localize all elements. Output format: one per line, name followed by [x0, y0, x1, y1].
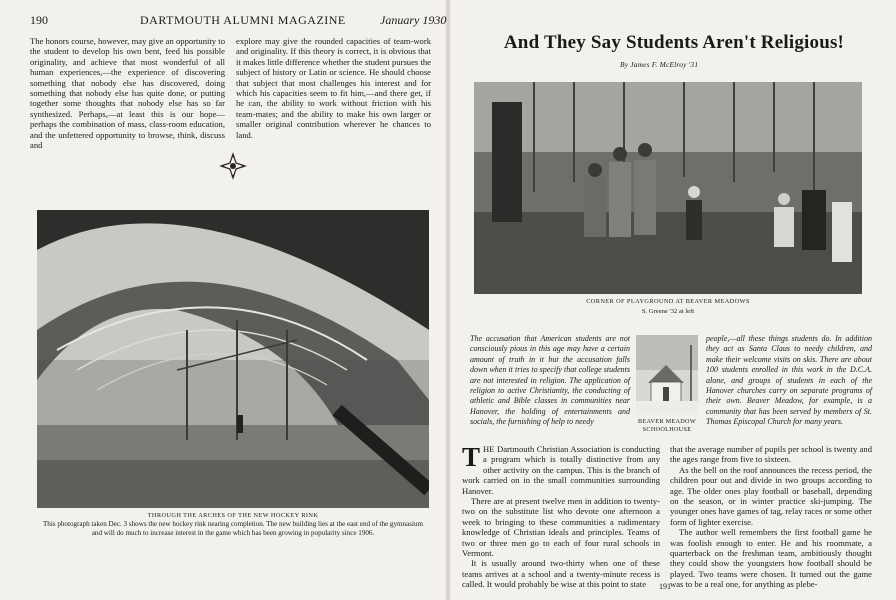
paragraph-3: It is usually around two-thirty when one of these teams arrives at a school and a twenty-minute recess is called. It would probably be wise at this point to state: [462, 558, 660, 590]
right-page-number: 191: [659, 582, 671, 591]
drop-cap: T: [462, 442, 481, 472]
fleuron-ornament-icon: [219, 152, 247, 180]
schoolhouse-photo: [636, 335, 698, 415]
paragraph-4: that the average number of pupils per school is twenty and the ages range from five to sixteen.: [670, 444, 872, 465]
paragraph-6: The author well remembers the first football game he was foolish enough to enter. He and his roommate, a quarterback on the freshman team, ambitiously thought they could show the youngsters how football should be played. Two teams were chosen. It turned out the game was to be a real one, for anything as plebe-: [670, 527, 872, 590]
honors-column-1: The honors course, however, may give an opportunity to the student to develop his own bent, feed his possible originality, and achieve that most wonderful of all human experiences,—the experience of discovering something that nobody else has discovered, doing something that nobody else has quite done, or putting together some thoughts that nobody else has so far synthesized. Perhaps,—at least this is our hope—perhaps the combination of mass, class-room education, and the unfettered opportunity to browse, think, discuss and: [30, 36, 225, 151]
left-page-number: 190: [30, 13, 48, 27]
paragraph-2: There are at present twelve men in addition to twenty-two on the substitute list who devote one afternoon a week to bringing to these communities a rudimentary knowledge of Christian ideals and principles. Teams of two or three men go to each of four rural schools in Vermont.: [462, 496, 660, 559]
paragraph-1: [462, 444, 660, 496]
magazine-title: DARTMOUTH ALUMNI MAGAZINE: [140, 13, 346, 27]
article-column-2: [670, 444, 872, 590]
hockey-rink-photo: [37, 210, 429, 508]
schoolhouse-caption: BEAVER MEADOW SCHOOLHOUSE: [638, 418, 696, 433]
article-byline: By James F. McElroy '31: [620, 60, 699, 69]
playground-photo: [474, 82, 862, 294]
rink-photo-caption: This photograph taken Dec. 3 shows the new hockey rink nearing completion. The new building lies at the east end of the gymnasium and will do much to increase interest in the game which has been growing in popularity since 1906.: [42, 520, 424, 537]
rink-photo-caption-title: THROUGH THE ARCHES OF THE NEW HOCKEY RINK: [147, 512, 319, 519]
issue-date: January 1930: [380, 13, 447, 27]
intro-column-right: people,—all these things students do. In addition they act as Santa Claus to needy children, and make their welcome visits on skis. There are about 100 students enrolled in this work in the D.C.A. alone, and groups of students in each of the Hanover churches carry on separate programs of their own. Beaver Meadow, for example, is a community that has been served by members of St. Thomas Episcopal Church for many years.: [706, 334, 872, 427]
paragraph-1-text: HE Dartmouth Christian Association is conducting a program which is totally distinctive from any other activity on the campus. This is the branch of work carried on in the small communities surrounding Hanover.: [462, 444, 660, 496]
article-column-1: [462, 444, 660, 590]
honors-column-2: explore may give the rounded capacities of team-work and originality. If this theory is correct, it is obvious that it makes little difference whether the student pursues the subject of history or Latin or science. He should choose that subject that most challenges his interest and for which his capacities seem to fit him,—and there get, if he can, the ability to work without friction with his team-mates; and the ability to make his own larger or smaller original contribution wherever he chances to land.: [236, 36, 431, 140]
playground-caption-title: CORNER OF PLAYGROUND AT BEAVER MEADOWS: [586, 298, 750, 305]
paragraph-5: As the bell on the roof announces the recess period, the children pour out and divide in two groups according to age. The older ones play football or baseball, depending on the season, or in winter practice ski-jumping. The younger ones have games of tag, relay races or some other form of lighter exercise.: [670, 464, 872, 527]
playground-caption-credit: S. Greene '32 at left: [641, 308, 695, 315]
article-title: And They Say Students Aren't Religious!: [503, 32, 845, 53]
intro-column-left: The accusation that American students are not consciously pious in this age may have a certain amount of truth in it but the accusation falls down when it tries to specify that college students are not interested in religion. The application of religion to active Christianity, the conducting of athletic and Bible classes in communities near Hanover, the holding of entertainments and socials, the furnishing of help to needy: [470, 334, 630, 427]
